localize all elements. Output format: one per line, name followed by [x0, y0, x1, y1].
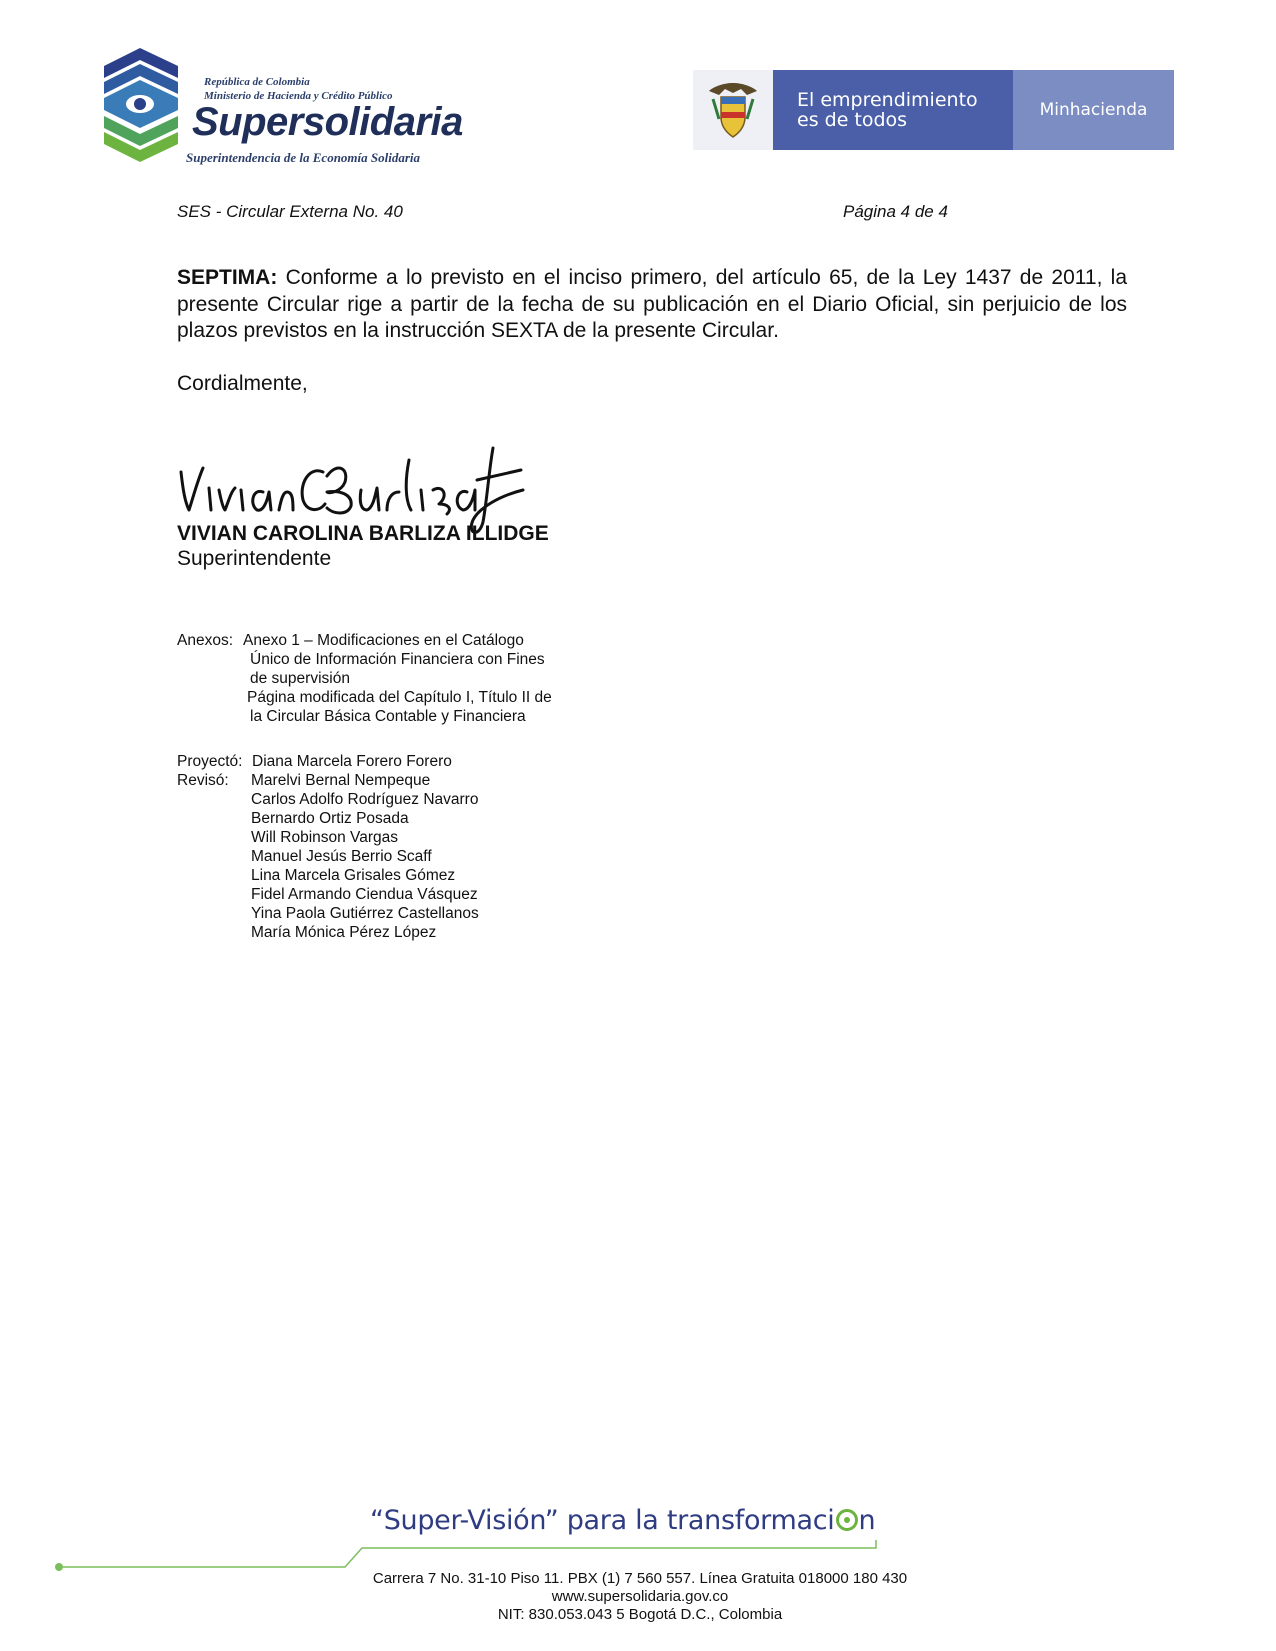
government-slogan [773, 70, 1013, 150]
supersolidaria-emblem-icon [100, 46, 182, 166]
clause-septima [177, 265, 1127, 345]
annex-line: Anexo 1 – Modificaciones en el Catálogo [243, 632, 524, 649]
reviewer-name: Yina Paola Gutiérrez Castellanos [251, 905, 479, 922]
projected-label: Proyectó: [177, 753, 243, 770]
power-icon [836, 1509, 858, 1531]
logo-line1: República de Colombia [204, 76, 310, 88]
coat-of-arms-icon [693, 70, 773, 150]
closing-salutation: Cordialmente, [177, 372, 308, 395]
annexes-label: Anexos: [177, 632, 234, 649]
footer-website: www.supersolidaria.gov.co [551, 1588, 729, 1605]
reviewer-name: María Mónica Pérez López [251, 924, 437, 941]
footer-slogan-end: n [858, 1505, 876, 1536]
footer-slogan [370, 1505, 875, 1536]
page-number: Página 4 de 4 [843, 202, 948, 221]
document-reference: SES - Circular Externa No. 40 [177, 202, 403, 221]
reviewer-name: Carlos Adolfo Rodríguez Navarro [251, 791, 479, 808]
annex-line: Página modificada del Capítulo I, Título II de [247, 689, 552, 706]
footer-nit: NIT: 830.053.043 5 Bogotá D.C., Colombia [497, 1606, 783, 1623]
signatory-title: Superintendente [177, 547, 332, 570]
reviewer-name: Bernardo Ortiz Posada [251, 810, 409, 827]
footer-slogan-main: “Super-Visión” para la transformaci [370, 1505, 835, 1536]
logo-name: Supersolidaria [192, 100, 463, 144]
projected-by: Diana Marcela Forero Forero [252, 753, 452, 770]
reviewer-name: Fidel Armando Ciendua Vásquez [251, 886, 478, 903]
supersolidaria-logo [100, 46, 490, 176]
gov-slogan-line2: es de todos [797, 109, 908, 131]
government-banner [693, 70, 1178, 150]
reviewer-name: Manuel Jesús Berrio Scaff [251, 848, 432, 865]
annex-line: Único de Información Financiera con Fines [250, 651, 545, 668]
reviewer-name: Will Robinson Vargas [251, 829, 399, 846]
reviewed-label: Revisó: [177, 772, 229, 789]
annex-line: de supervisión [250, 670, 350, 687]
signatory-name: VIVIAN CAROLINA BARLIZA ILLIDGE [177, 522, 549, 545]
reviewer-name: Marelvi Bernal Nempeque [251, 772, 431, 789]
gov-slogan-line1: El emprendimiento [797, 89, 978, 111]
annex-line: la Circular Básica Contable y Financiera [250, 708, 526, 725]
ministry-label: Minhacienda [1013, 70, 1174, 150]
clause-label: SEPTIMA: [177, 266, 278, 289]
reviewer-name: Lina Marcela Grisales Gómez [251, 867, 456, 884]
logo-line2: Ministerio de Hacienda y Crédito Público [204, 90, 393, 102]
logo-subtitle: Superintendencia de la Economía Solidaria [186, 150, 421, 165]
clause-text: Conforme a lo previsto en el inciso primero, del artículo 65, de la Ley 1437 de 2011, la presente Circular rige a partir de la fecha de su publicación en el Diario Oficial, sin perjuicio de los plazos previstos en la instrucción SEXTA de la presente Circular. [177, 266, 1127, 342]
footer-address: Carrera 7 No. 31-10 Piso 11. PBX (1) 7 560 557. Línea Gratuita 018000 180 430 [372, 1570, 908, 1587]
